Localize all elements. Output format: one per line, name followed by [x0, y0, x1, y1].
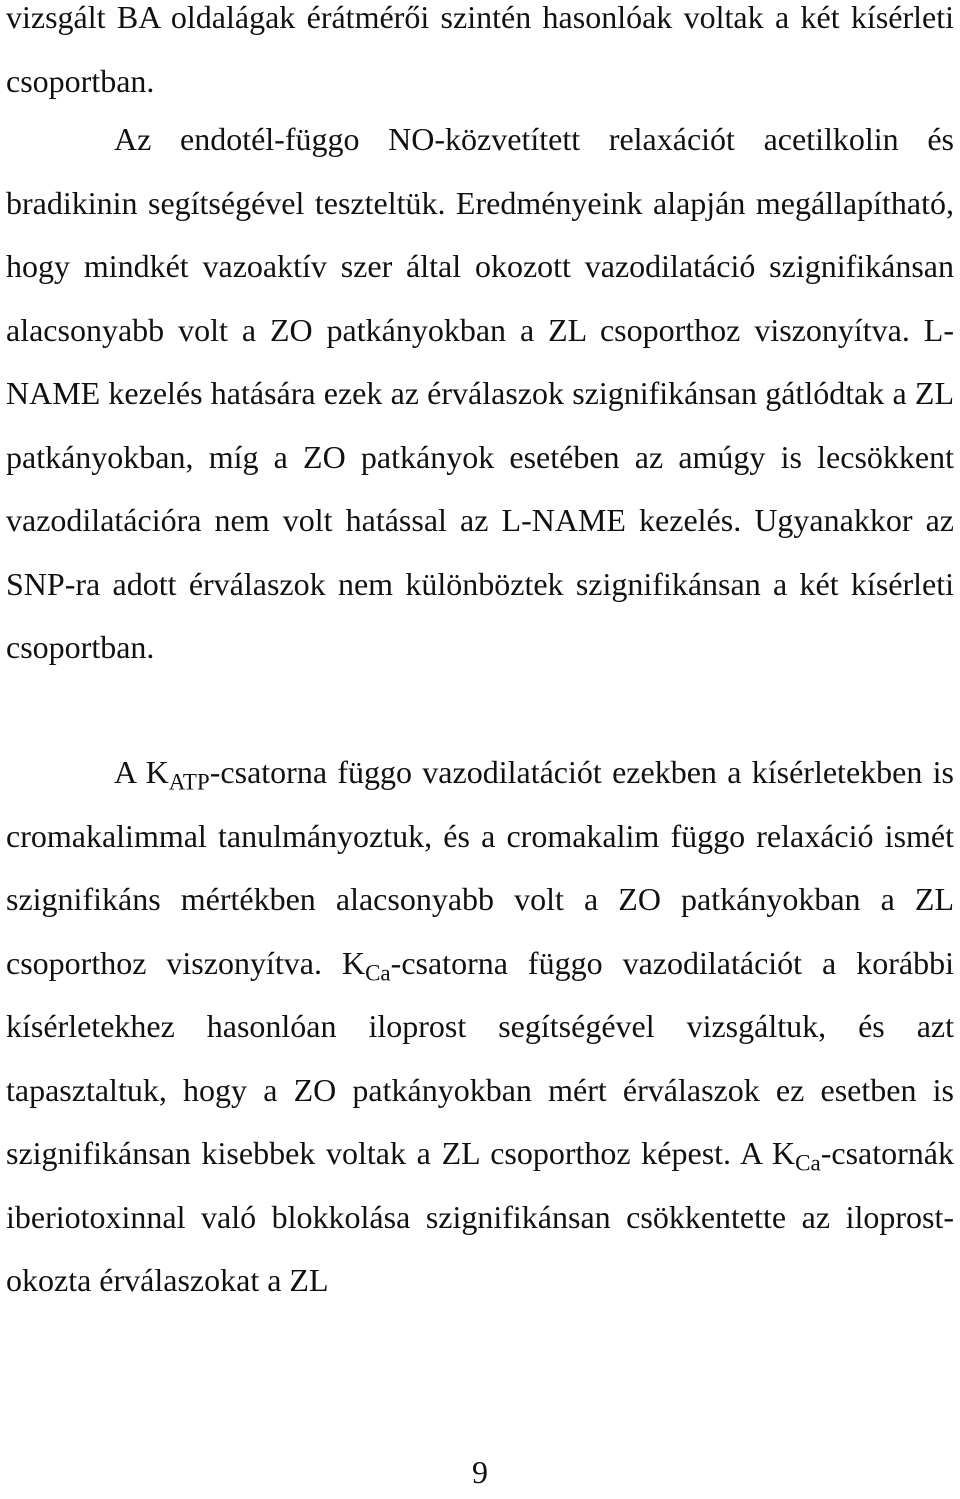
text-segment: -csatorna függo vazodilatációt a korábbi kísérletekhez hasonlóan iloprost segítségével vizsgáltuk, és azt tapasztaltuk, hogy a ZO patkányokban mért érválaszok ez esetben is szignifikánsan kisebbek voltak a ZL csoporthoz képest. A K [6, 944, 955, 1171]
subscript-ca: Ca [795, 1149, 821, 1176]
paragraph-endothelial-relaxation: Az endotél-függo NO-közvetített relaxációt acetilkolin és bradikinin segítségével teszteltük. Eredményeink alapján megállapítható, hogy mindkét vazoaktív szer által okozott vazodilatáció szignifikánsan alacsonyabb volt a ZO patkányokban a ZL csoporthoz viszonyítva. L-NAME kezelés hatására ezek az érválaszok szignifikánsan gátlódtak a ZL patkányokban, míg a ZO patkányok esetében az amúgy is lecsökkent vazodilatációra nem volt hatással az L-NAME kezelés. Ugyanakkor az SNP-ra adott érválaszok nem különböztek szignifikánsan a két kísérleti csoportban. [6, 121, 954, 665]
text-segment: -csatorna függo vazodilatációt ezekben a kísérletekben is cromakalimmal tanulmányoztuk, és a cromakalim függo relaxáció ismét szignifikáns mértékben alacsonyabb volt a ZO patkányokban a ZL csoporthoz viszonyítva. K [6, 754, 955, 981]
text-segment: -csatornák iberiotoxinnal való blokkolása szignifikánsan csökkentette az iloprost-okozta érválaszokat a ZL [6, 1135, 954, 1298]
paragraph-potassium-channels [6, 741, 954, 1313]
page-number: 9 [472, 1454, 488, 1490]
text-segment: A K [114, 754, 169, 790]
subscript-ca: Ca [365, 958, 391, 985]
subscript-atp: ATP [168, 768, 210, 795]
paragraph-continuation: vizsgált BA oldalágak érátmérői szintén hasonlóak voltak a két kísérleti csoportban. [6, 0, 954, 99]
